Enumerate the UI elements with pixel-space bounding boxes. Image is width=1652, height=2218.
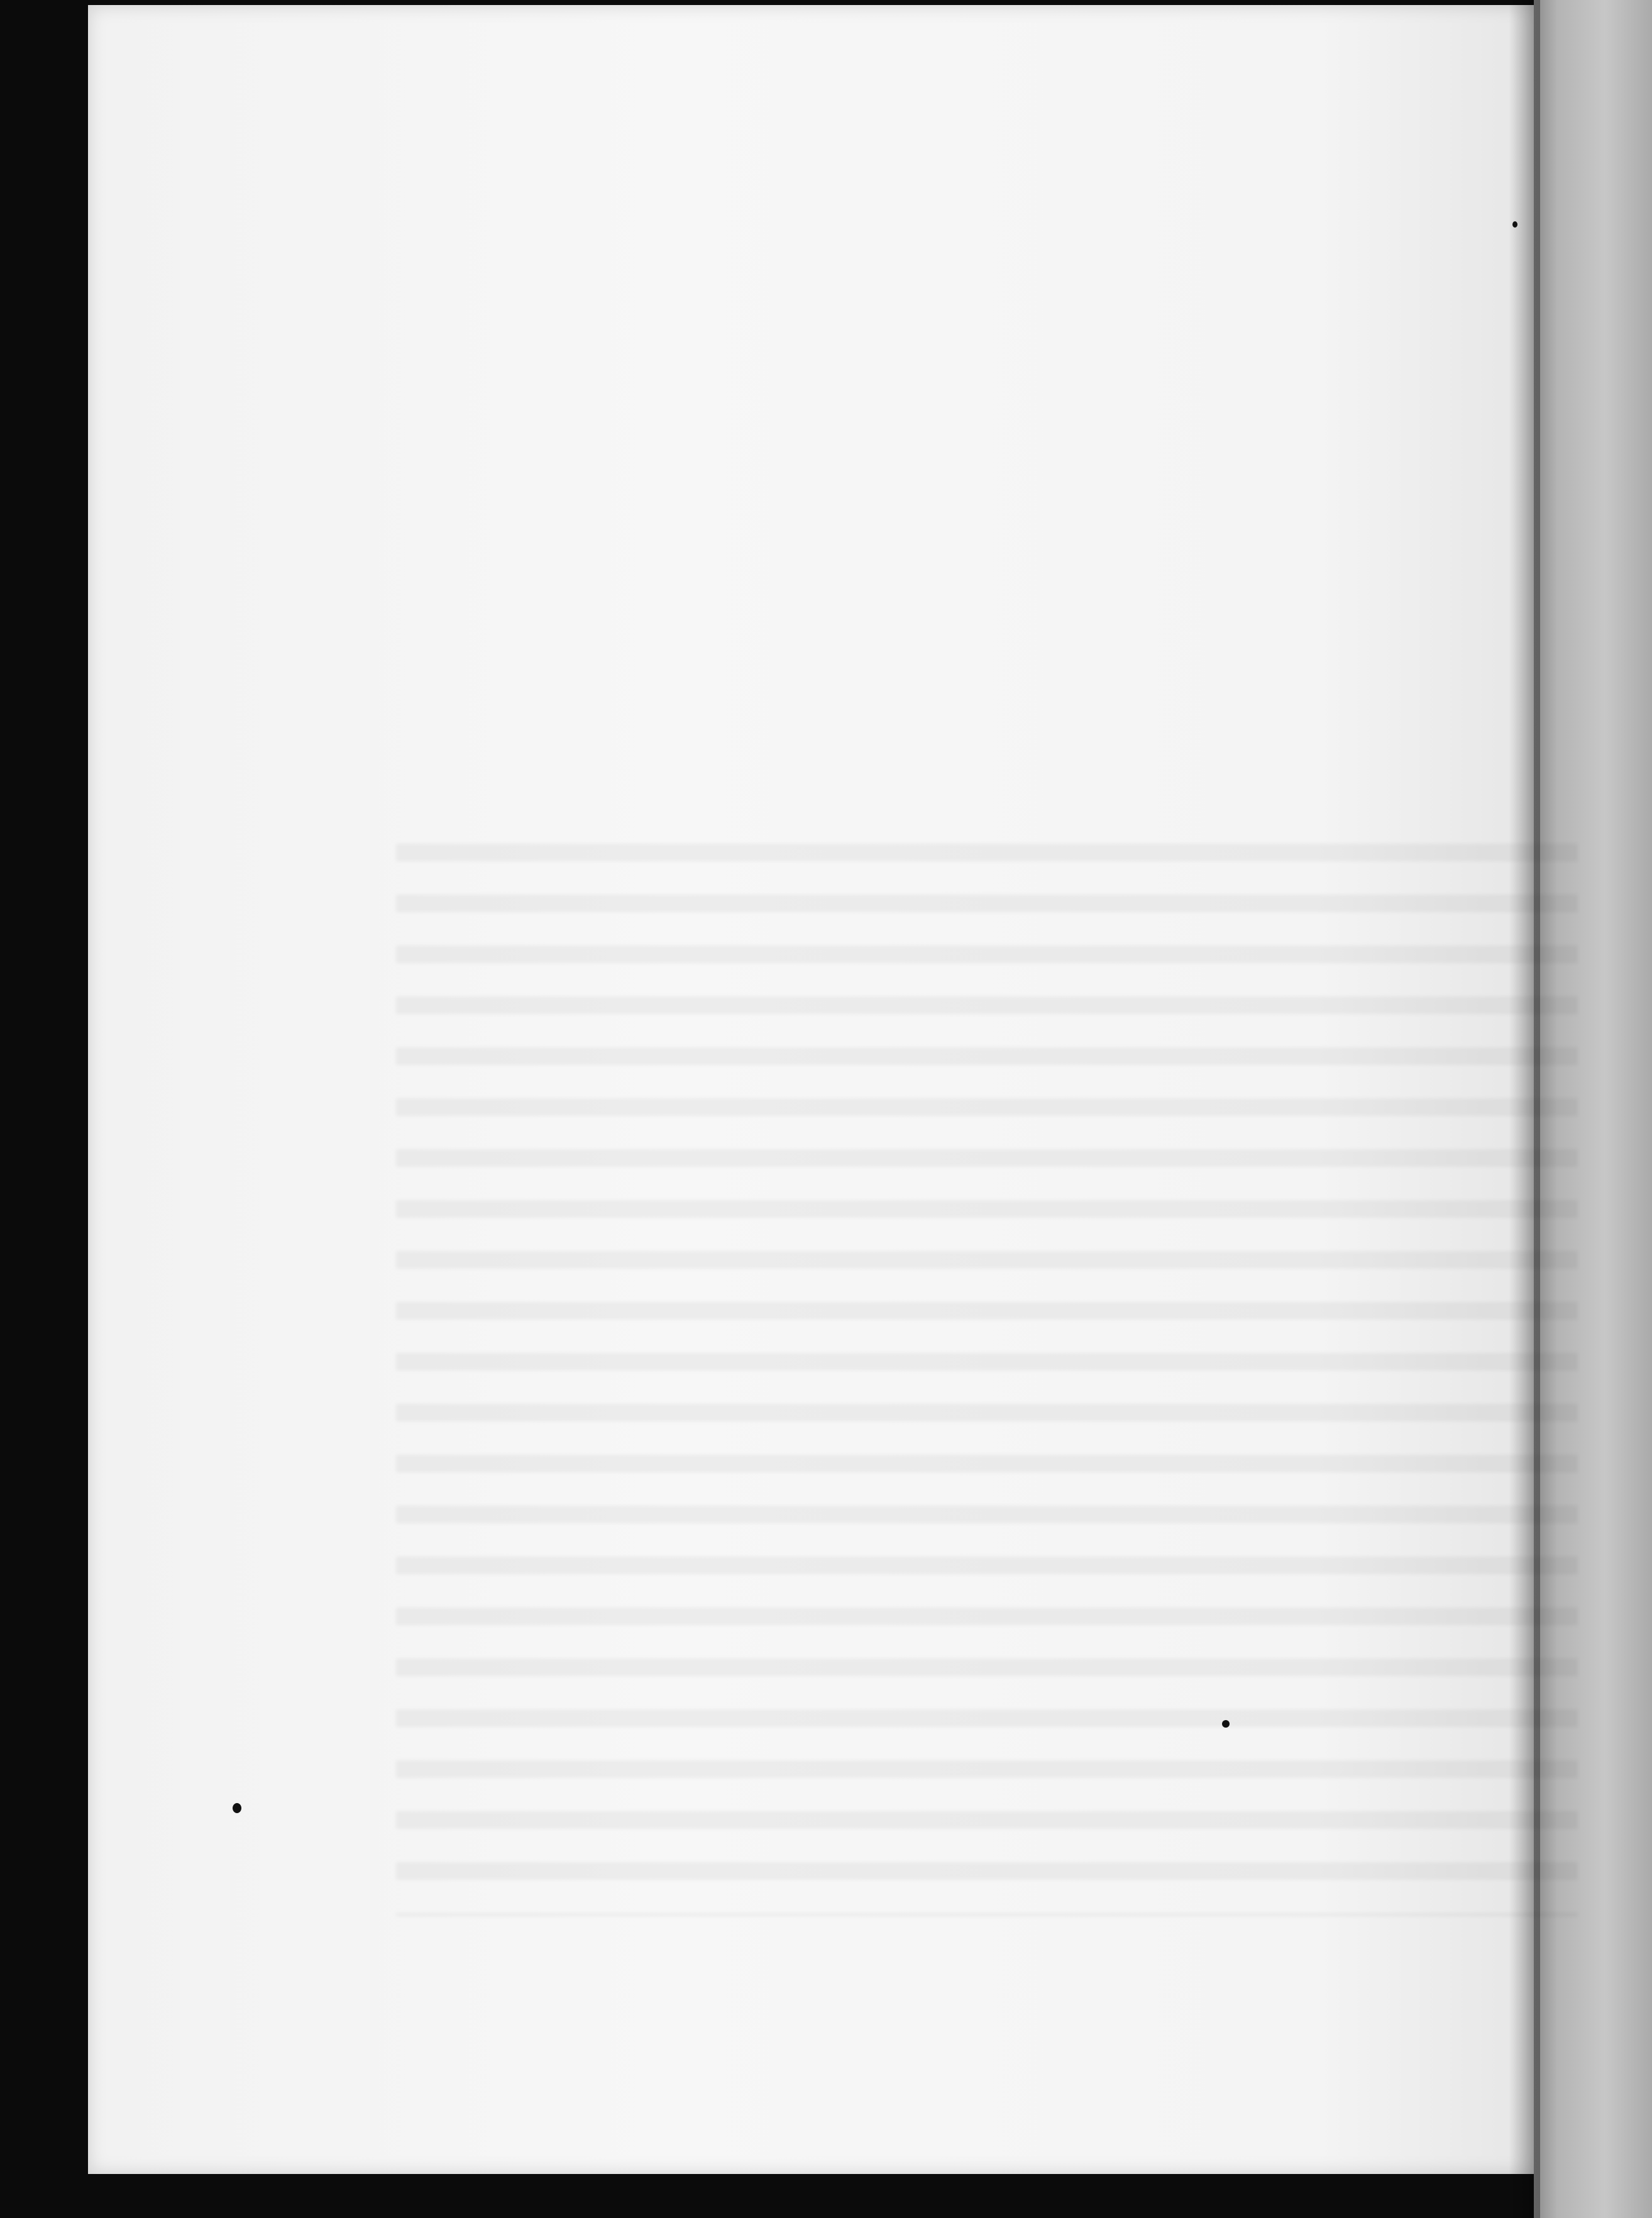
print-speck — [1222, 1720, 1230, 1728]
page-edge-shadow — [1509, 0, 1540, 2218]
book-page — [88, 5, 1534, 2174]
print-speck — [1512, 221, 1517, 228]
print-speck — [233, 1803, 241, 1813]
bleed-through-text — [396, 822, 1578, 1916]
